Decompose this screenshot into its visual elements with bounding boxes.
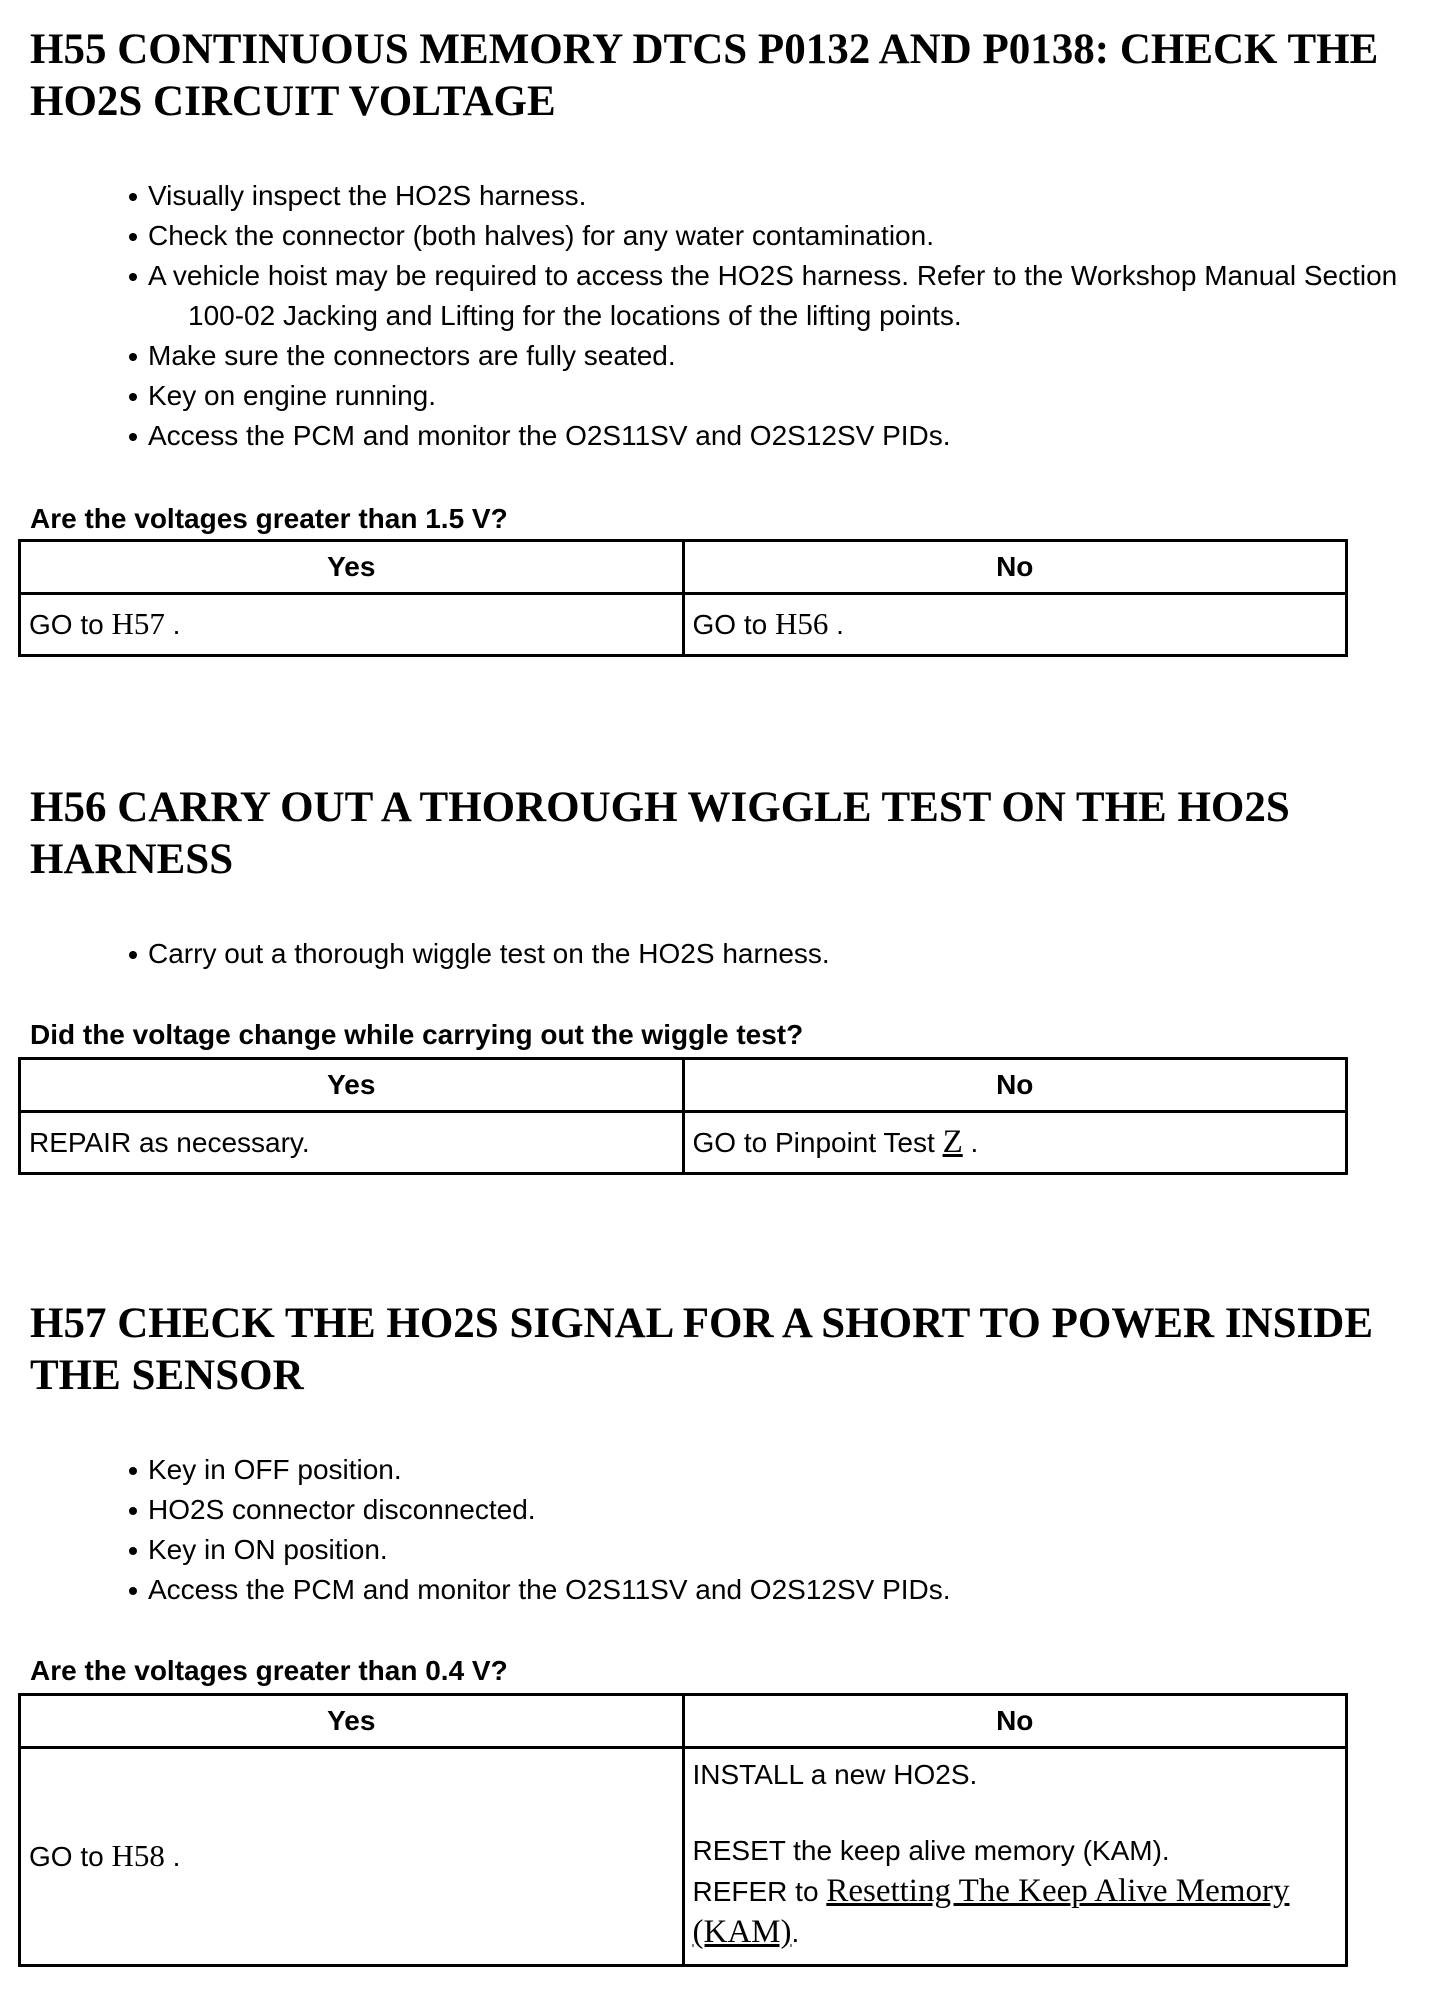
step-ref-h56[interactable]: H56 <box>774 606 829 641</box>
step-ref-h58[interactable]: H58 <box>111 1838 165 1873</box>
no-header: No <box>683 541 1347 594</box>
no-cell <box>683 1112 1347 1174</box>
yes-cell: REPAIR as necessary. <box>20 1112 684 1174</box>
yes-prefix: GO to <box>29 609 112 640</box>
pinpoint-test-z-link[interactable]: Z <box>942 1124 963 1160</box>
heading-h55: H55 CONTINUOUS MEMORY DTCS P0132 AND P0138: CHECK THE HO2S CIRCUIT VOLTAGE <box>30 26 1379 125</box>
yes-header: Yes <box>20 541 684 594</box>
list-item: Check the connector (both halves) for any water contamination. <box>127 216 1417 256</box>
result-table-h57 <box>18 1693 1348 1967</box>
no-header: No <box>683 1059 1347 1112</box>
result-table-h56 <box>18 1057 1348 1175</box>
yes-header: Yes <box>20 1059 684 1112</box>
result-table-h55 <box>18 539 1348 657</box>
heading-h56: H56 CARRY OUT A THOROUGH WIGGLE TEST ON THE HO2S HARNESS <box>30 784 1290 883</box>
list-item: Visually inspect the HO2S harness. <box>127 176 1417 216</box>
no-cell <box>683 594 1347 656</box>
question-h57: Are the voltages greater than 0.4 V? <box>30 1655 508 1686</box>
bullet-list-h56 <box>127 934 1417 974</box>
yes-cell <box>20 594 684 656</box>
list-item: Key in ON position. <box>127 1530 1417 1570</box>
yes-prefix: GO to <box>29 1841 112 1872</box>
no-line-reset: RESET the keep alive memory (KAM). <box>692 1835 1170 1866</box>
no-line-install: INSTALL a new HO2S. <box>692 1759 978 1790</box>
no-line-refer-prefix: REFER to <box>692 1876 827 1907</box>
list-item: HO2S connector disconnected. <box>127 1490 1417 1530</box>
paragraph-gap <box>693 1795 1338 1831</box>
bullet-list-h57 <box>127 1450 1417 1610</box>
list-item: Carry out a thorough wiggle test on the HO2S harness. <box>127 934 1417 974</box>
no-prefix: GO to Pinpoint Test <box>692 1127 943 1158</box>
list-item: Access the PCM and monitor the O2S11SV and O2S12SV PIDs. <box>127 416 1417 456</box>
step-ref-h57[interactable]: H57 <box>111 606 165 641</box>
list-item: Key in OFF position. <box>127 1450 1417 1490</box>
yes-cell <box>20 1748 684 1966</box>
yes-suffix: . <box>164 609 181 640</box>
bullet-list-h55 <box>127 176 1417 456</box>
no-line-refer-suffix: . <box>791 1917 800 1948</box>
list-item: Make sure the connectors are fully seated. <box>127 336 1417 376</box>
no-header: No <box>683 1695 1347 1748</box>
heading-h57: H57 CHECK THE HO2S SIGNAL FOR A SHORT TO POWER INSIDE THE SENSOR <box>30 1300 1373 1399</box>
question-h56: Did the voltage change while carrying out the wiggle test? <box>30 1019 804 1050</box>
yes-header: Yes <box>20 1695 684 1748</box>
yes-suffix: . <box>164 1841 181 1872</box>
no-prefix: GO to <box>692 609 775 640</box>
reset-kam-link[interactable]: Resetting The Keep Alive Memory (KAM) <box>692 1873 1290 1950</box>
question-h55: Are the voltages greater than 1.5 V? <box>30 503 508 534</box>
list-item: Key on engine running. <box>127 376 1417 416</box>
list-item: Access the PCM and monitor the O2S11SV and O2S12SV PIDs. <box>127 1570 1417 1610</box>
no-cell <box>683 1748 1347 1966</box>
no-suffix: . <box>828 609 844 640</box>
list-item: A vehicle hoist may be required to access the HO2S harness. Refer to the Workshop Manual Section 100-02 Jacking and Lifting for the locations of the lifting points. <box>127 256 1417 336</box>
no-suffix: . <box>962 1127 979 1158</box>
